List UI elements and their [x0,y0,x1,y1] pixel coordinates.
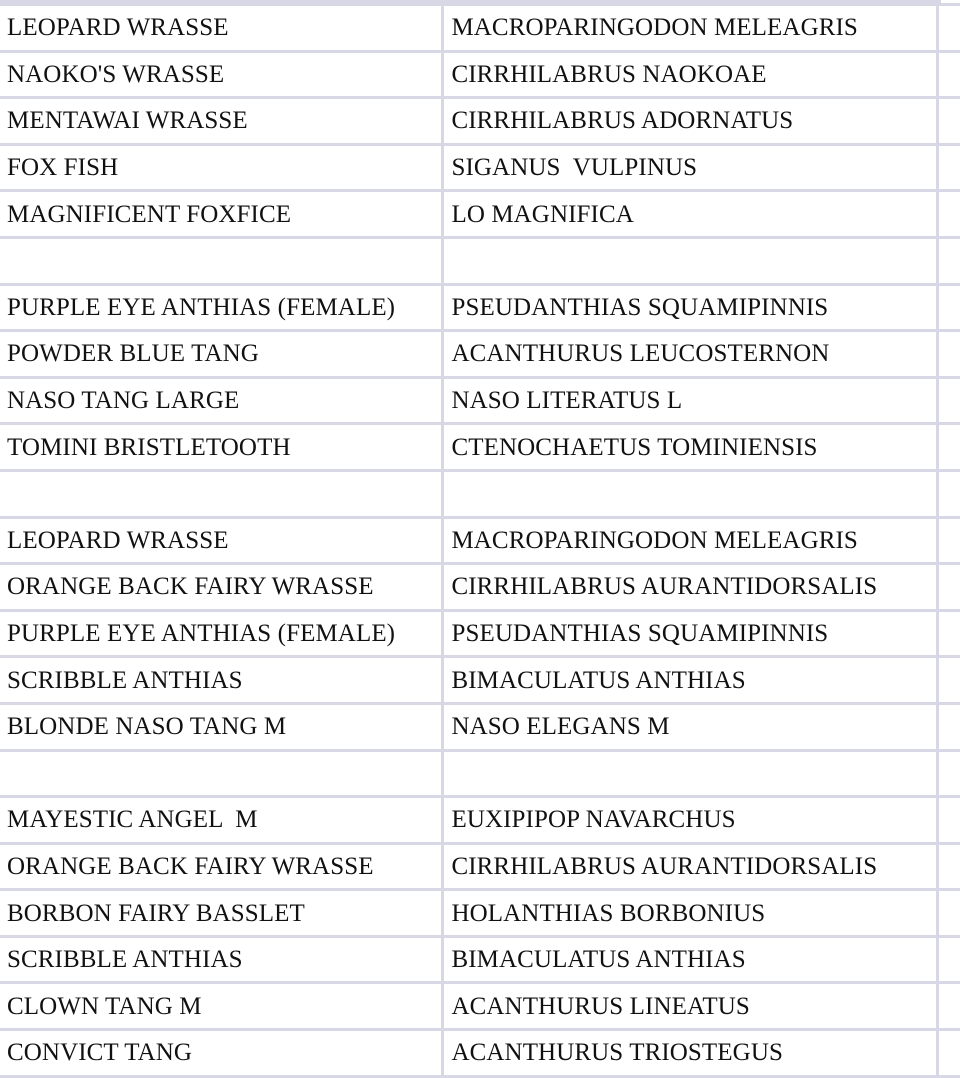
common-name-cell[interactable]: SCRIBBLE ANTHIAS [0,657,443,704]
scientific-name-cell[interactable]: ACANTHURUS LEUCOSTERNON [443,331,938,378]
common-name-cell[interactable]: NAOKO'S WRASSE [0,51,443,98]
common-name-cell[interactable] [0,750,443,797]
empty-cell[interactable] [937,424,960,471]
scientific-name-cell[interactable] [443,237,938,284]
empty-cell[interactable] [937,237,960,284]
scientific-name-cell[interactable]: NASO ELEGANS M [443,703,938,750]
table-row [0,703,960,750]
scientific-name-cell[interactable]: BIMACULATUS ANTHIAS [443,657,938,704]
empty-cell[interactable] [937,843,960,890]
empty-cell[interactable] [937,1030,960,1077]
empty-cell[interactable] [937,610,960,657]
empty-cell[interactable] [937,936,960,983]
common-name-cell[interactable]: LEOPARD WRASSE [0,5,443,52]
table-row [0,191,960,238]
common-name-cell[interactable]: CLOWN TANG M [0,983,443,1030]
scientific-name-cell[interactable]: PSEUDANTHIAS SQUAMIPINNIS [443,610,938,657]
scientific-name-cell[interactable] [443,750,938,797]
empty-cell[interactable] [937,377,960,424]
empty-cell[interactable] [937,750,960,797]
common-name-cell[interactable]: ORANGE BACK FAIRY WRASSE [0,843,443,890]
scientific-name-cell[interactable] [443,470,938,517]
table-row [0,1030,960,1077]
scientific-name-cell[interactable]: NASO LITERATUS L [443,377,938,424]
empty-cell[interactable] [937,564,960,611]
table-row [0,5,960,52]
table-row [0,750,960,797]
empty-cell[interactable] [937,470,960,517]
table-row [0,843,960,890]
table-row [0,657,960,704]
empty-cell[interactable] [937,191,960,238]
common-name-cell[interactable]: NASO TANG LARGE [0,377,443,424]
common-name-cell[interactable]: TOMINI BRISTLETOOTH [0,424,443,471]
empty-cell[interactable] [937,51,960,98]
table-row [0,424,960,471]
empty-cell[interactable] [937,890,960,937]
scientific-name-cell[interactable]: CTENOCHAETUS TOMINIENSIS [443,424,938,471]
scientific-name-cell[interactable]: EUXIPIPOP NAVARCHUS [443,797,938,844]
table-row [0,377,960,424]
table-row [0,610,960,657]
table-row [0,144,960,191]
common-name-cell[interactable]: POWDER BLUE TANG [0,331,443,378]
table-row [0,98,960,145]
empty-cell[interactable] [937,284,960,331]
common-name-cell[interactable] [0,470,443,517]
empty-cell[interactable] [937,331,960,378]
table-row [0,284,960,331]
scientific-name-cell[interactable]: PSEUDANTHIAS SQUAMIPINNIS [443,284,938,331]
common-name-cell[interactable]: MENTAWAI WRASSE [0,98,443,145]
table-row [0,564,960,611]
table-row [0,51,960,98]
scientific-name-cell[interactable]: CIRRHILABRUS NAOKOAE [443,51,938,98]
scientific-name-cell[interactable]: CIRRHILABRUS AURANTIDORSALIS [443,843,938,890]
scientific-name-cell[interactable]: CIRRHILABRUS AURANTIDORSALIS [443,564,938,611]
common-name-cell[interactable]: MAYESTIC ANGEL M [0,797,443,844]
common-name-cell[interactable]: PURPLE EYE ANTHIAS (FEMALE) [0,284,443,331]
table-row [0,470,960,517]
common-name-cell[interactable]: MAGNIFICENT FOXFICE [0,191,443,238]
common-name-cell[interactable]: FOX FISH [0,144,443,191]
empty-cell[interactable] [937,5,960,52]
empty-cell[interactable] [937,657,960,704]
table-row [0,936,960,983]
empty-cell[interactable] [937,98,960,145]
common-name-cell[interactable] [0,237,443,284]
scientific-name-cell[interactable]: ACANTHURUS TRIOSTEGUS [443,1030,938,1077]
table-row [0,237,960,284]
scientific-name-cell[interactable]: MACROPARINGODON MELEAGRIS [443,5,938,52]
common-name-cell[interactable]: LEOPARD WRASSE [0,517,443,564]
fish-species-table [0,3,960,1078]
table-row [0,517,960,564]
common-name-cell[interactable]: PURPLE EYE ANTHIAS (FEMALE) [0,610,443,657]
scientific-name-cell[interactable]: SIGANUS VULPINUS [443,144,938,191]
common-name-cell[interactable]: BORBON FAIRY BASSLET [0,890,443,937]
common-name-cell[interactable]: CONVICT TANG [0,1030,443,1077]
table-row [0,983,960,1030]
table-row [0,797,960,844]
empty-cell[interactable] [937,983,960,1030]
scientific-name-cell[interactable]: MACROPARINGODON MELEAGRIS [443,517,938,564]
empty-cell[interactable] [937,797,960,844]
common-name-cell[interactable]: BLONDE NASO TANG M [0,703,443,750]
table-row [0,890,960,937]
scientific-name-cell[interactable]: ACANTHURUS LINEATUS [443,983,938,1030]
common-name-cell[interactable]: ORANGE BACK FAIRY WRASSE [0,564,443,611]
scientific-name-cell[interactable]: BIMACULATUS ANTHIAS [443,936,938,983]
empty-cell[interactable] [937,517,960,564]
table-row [0,331,960,378]
scientific-name-cell[interactable]: CIRRHILABRUS ADORNATUS [443,98,938,145]
scientific-name-cell[interactable]: LO MAGNIFICA [443,191,938,238]
empty-cell[interactable] [937,144,960,191]
scientific-name-cell[interactable]: HOLANTHIAS BORBONIUS [443,890,938,937]
empty-cell[interactable] [937,703,960,750]
table-body [0,5,960,1077]
common-name-cell[interactable]: SCRIBBLE ANTHIAS [0,936,443,983]
